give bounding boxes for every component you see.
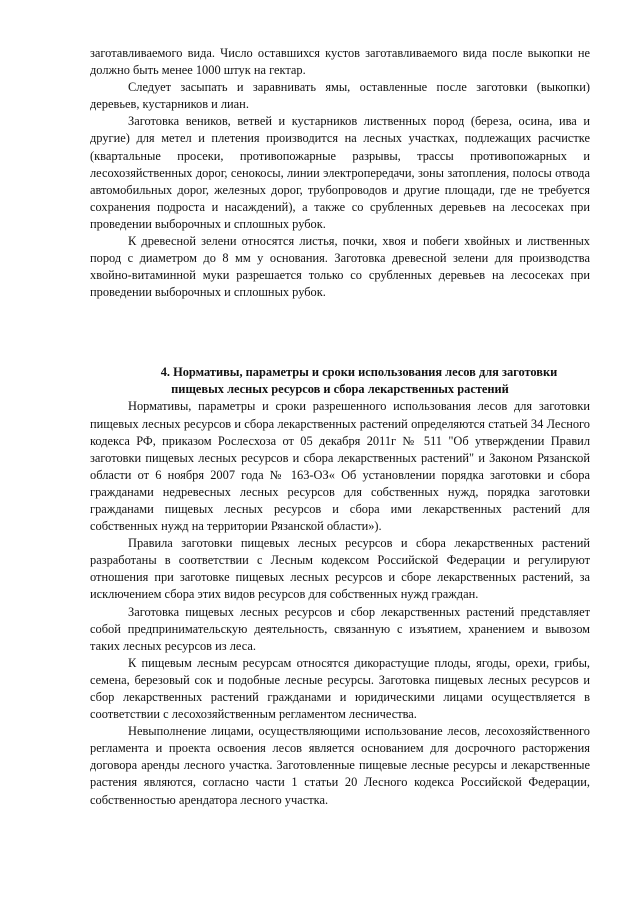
- document-page: [90, 45, 590, 809]
- paragraph: Невыполнение лицами, осуществляющими использование лесов, лесохозяйственного регламента и проекта освоения лесов является основанием для досрочного расторжения договора аренды лесного участка. Заготовленные пищевые лесные ресурсы и лекарственные растения являются, согласно части 1 статьи 20 Лесного кодекса Российской Федерации, собственностью арендатора лесного участка.: [90, 724, 590, 807]
- paragraph: К пищевым лесным ресурсам относятся дикорастущие плоды, ягоды, орехи, грибы, семена, березовый сок и подобные лесные ресурсы. Заготовка пищевых лесных ресурсов и сбор лекарственных растений гражданами и юридическими лицами осуществляется в соответствии с лесохозяйственным регламентом лесничества.: [90, 655, 590, 722]
- paragraph: Нормативы, параметры и сроки разрешенного использования лесов для заготовки пищевых лесных ресурсов и сбора лекарственных растений определяются статьей 34 Лесного кодекса РФ, приказом Рослесхоза от 05 декабря 2011г № 511 "Об утверждении Правил заготовки пищевых лесных ресурсов и сбора лекарственных растений" и Законом Рязанской области от 6 ноября 2007 года № 163-ОЗ« Об установлении порядка заготовки и сбора гражданами недревесных лесных ресурсов для собственных нужд, порядка заготовки гражданами пищевых лесных ресурсов и сбора ими лекарственных растений для собственных нужд на территории Рязанской области»).: [90, 399, 590, 534]
- paragraph: Заготовка веников, ветвей и кустарников лиственных пород (береза, осина, ива и другие) для метел и плетения производится на лесных участках, подлежащих расчистке (квартальные просеки, противопожарные разрывы, трассы противопожарных и лесохозяйственных дорог, сенокосы, линии электропередачи, зоны затопления, полосы отвода автомобильных дорог, железных дорог, трубопроводов и другие площади, где не требуется сохранения подроста и насаждений), а также со срубленных деревьев на лесосеках при проведении выборочных и сплошных рубок.: [90, 114, 590, 231]
- section-heading: 4. Нормативы, параметры и сроки использования лесов для заготовки пищевых лесных ресурсов и сбора лекарственных растений: [160, 365, 558, 397]
- paragraph: Заготовка пищевых лесных ресурсов и сбор лекарственных растений представляет собой предпринимательскую деятельность, связанную с изъятием, хранением и вывозом таких лесных ресурсов из леса.: [90, 604, 590, 653]
- paragraph: Следует засыпать и заравнивать ямы, оставленные после заготовки (выкопки) деревьев, кустарников и лиан.: [90, 80, 590, 112]
- section-spacer: [90, 301, 590, 364]
- paragraph: К древесной зелени относятся листья, почки, хвоя и побеги хвойных и лиственных пород с диаметром до 8 мм у основания. Заготовка древесной зелени для производства хвойно-витаминной муки разрешается только со срубленных деревьев на лесосеках при проведении выборочных и сплошных рубок.: [90, 234, 590, 300]
- paragraph: Правила заготовки пищевых лесных ресурсов и сбора лекарственных растений разработаны в соответствии с Лесным кодексом Российской Федерации и регулируют отношения при заготовке пищевых лесных ресурсов и сборе лекарственных растений, за исключением сбора этих видов ресурсов для собственных нужд граждан.: [90, 536, 590, 602]
- paragraph: заготавливаемого вида. Число оставшихся кустов заготавливаемого вида после выкопки не должно быть менее 1000 штук на гектар.: [90, 46, 590, 78]
